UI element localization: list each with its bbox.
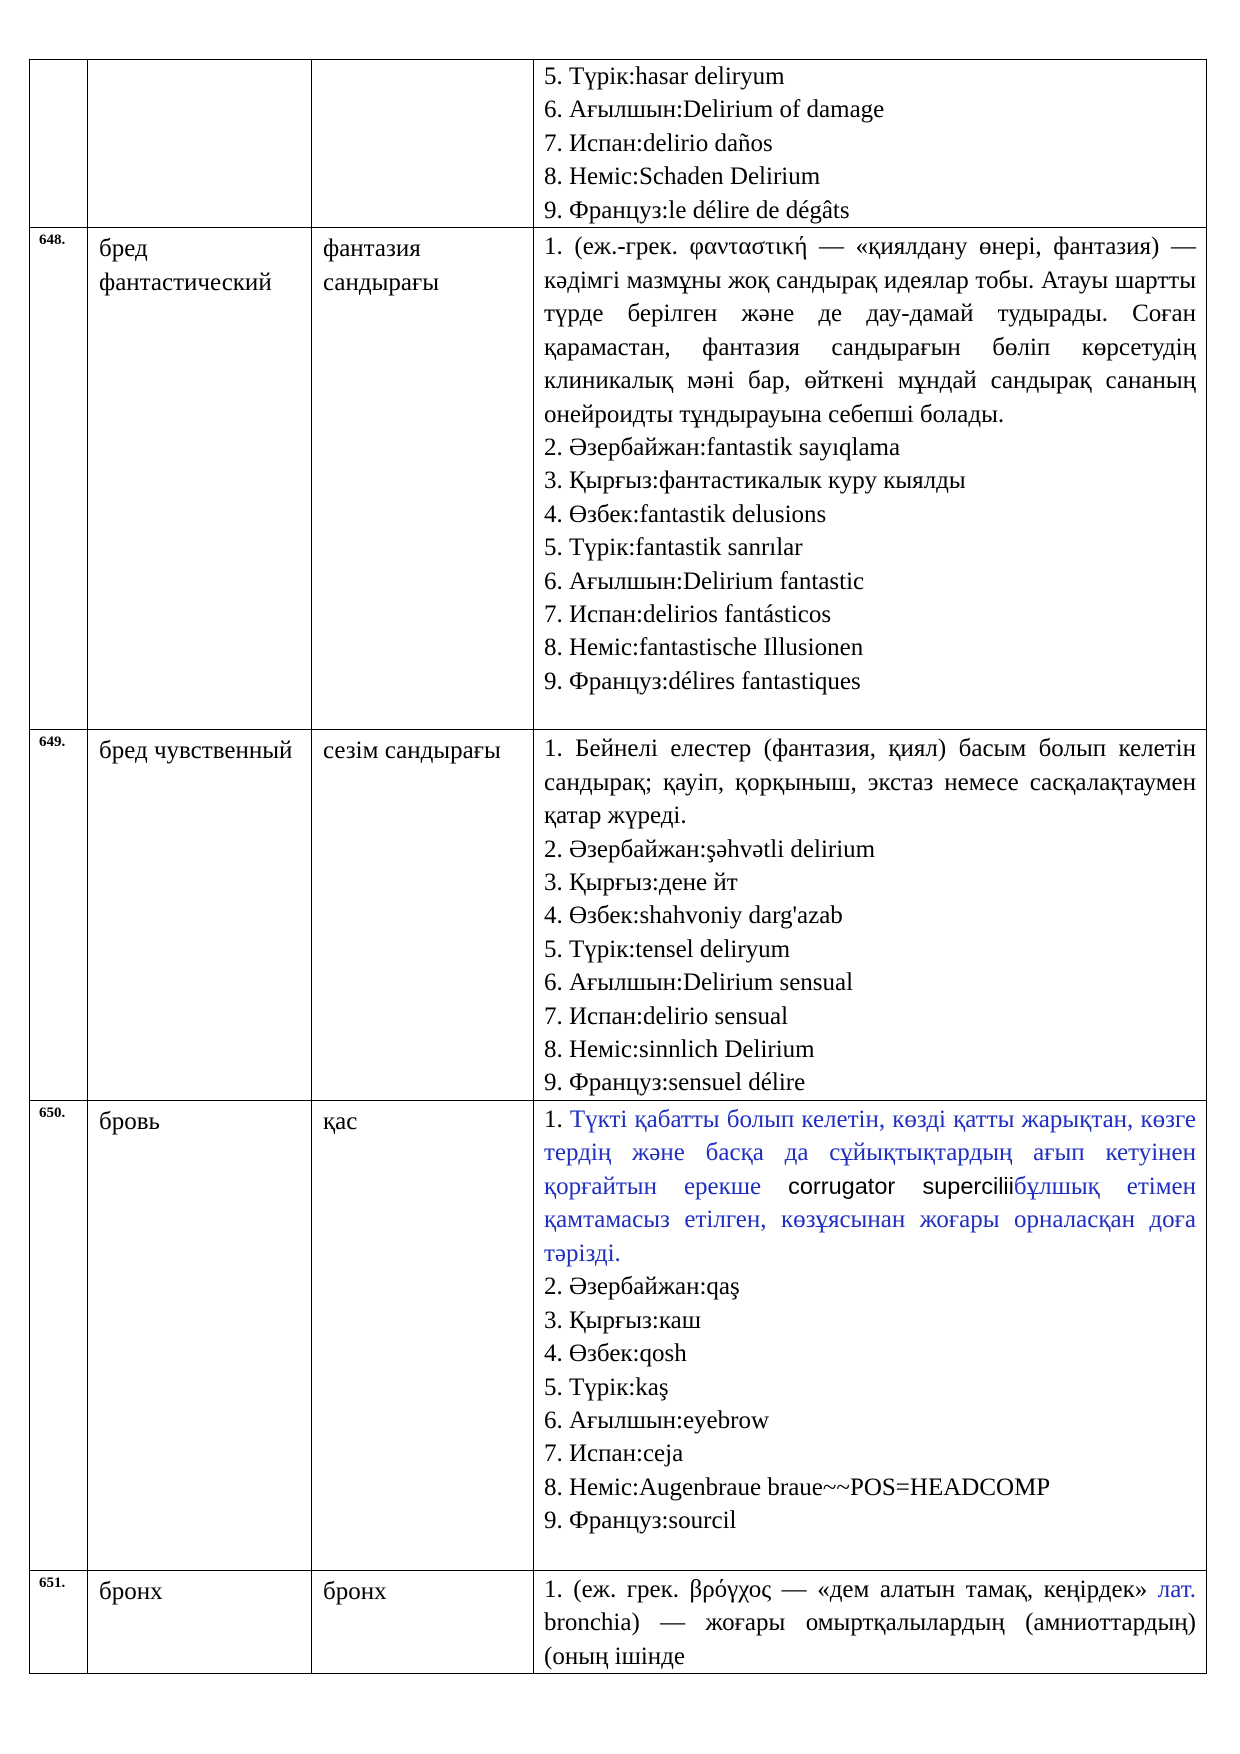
entry-number-cell: 649. bbox=[30, 730, 88, 1101]
definition-blue-text: Түкті қабатты болып келетін, көзді қатты жарықтан, көзге тердің және басқа да сұйықтықтардың ағып кетуінен қорғайтын ерекше bbox=[544, 1105, 1196, 1200]
kazakh-term-cell: қас bbox=[312, 1100, 534, 1570]
entry-number-cell: 651. bbox=[30, 1570, 88, 1674]
kazakh-term-cell: фантазия сандырағы bbox=[312, 228, 534, 730]
translation-line: 6. Ағылшын:Delirium of damage bbox=[544, 96, 885, 124]
translation-line: 5. Түрік:tensel deliryum bbox=[544, 935, 791, 963]
table-row bbox=[30, 60, 1207, 228]
translation-line: 2. Әзербайжан:qaş bbox=[544, 1273, 740, 1301]
kazakh-term-cell bbox=[312, 60, 534, 228]
russian-term-cell: бровь bbox=[88, 1100, 312, 1570]
table-row bbox=[30, 1100, 1207, 1570]
translation-line: 3. Қырғыз:фантастикалык куру кыялды bbox=[544, 467, 966, 495]
translation-line: 9. Француз:le délire de dégâts bbox=[544, 196, 850, 224]
translation-line: 3. Қырғыз:дене йт bbox=[544, 868, 738, 896]
translation-line: 2. Әзербайжан:şəhvətli delirium bbox=[544, 835, 876, 863]
translation-line: 6. Ағылшын:eyebrow bbox=[544, 1406, 770, 1434]
translation-line: 3. Қырғыз:каш bbox=[544, 1306, 701, 1334]
translation-line: 6. Ағылшын:Delirium fantastic bbox=[544, 567, 865, 595]
latin-abbreviation: лат. bbox=[1157, 1575, 1196, 1603]
russian-term-cell: бред фантастический bbox=[88, 228, 312, 730]
translation-line: 8. Неміс:fantastische Illusionen bbox=[544, 634, 864, 662]
translation-line: 7. Испан:ceja bbox=[544, 1440, 684, 1468]
translation-line: 5. Түрік:fantastik sanrılar bbox=[544, 534, 803, 562]
kazakh-term-cell: бронх bbox=[312, 1570, 534, 1674]
translation-line: 6. Ағылшын:Delirium sensual bbox=[544, 969, 854, 997]
definition-blue-text-continued: бұлшық етімен қамтамасыз етілген, көзұясынан жоғары орналасқан доға тәрізді. bbox=[544, 1172, 1197, 1267]
description-cell bbox=[534, 1100, 1207, 1570]
translation-line: 8. Неміс:Augenbraue braue~~POS=HEADCOMP bbox=[544, 1473, 1051, 1501]
entry-number-cell bbox=[30, 60, 88, 228]
description-cell bbox=[534, 60, 1207, 228]
latin-muscle-name: corrugator supercilii bbox=[788, 1172, 1014, 1199]
translation-line: 4. Өзбек:qosh bbox=[544, 1340, 687, 1368]
translation-line: 7. Испан:delirios fantásticos bbox=[544, 601, 832, 629]
translation-line: 7. Испан:delirio daños bbox=[544, 129, 773, 157]
dictionary-table bbox=[29, 59, 1207, 1674]
definition-text bbox=[534, 1101, 1206, 1271]
definition-text: 1. Бейнелі елестер (фантазия, қиял) басым болып келетін сандырақ; қауіп, қорқыныш, экстаз немесе сасқалақтаумен қатар жүреді. bbox=[544, 735, 1196, 830]
translation-line: 9. Француз:sourcil bbox=[544, 1507, 737, 1535]
translation-line: 7. Испан:delirio sensual bbox=[544, 1002, 789, 1030]
description-cell bbox=[534, 1570, 1207, 1674]
description-cell bbox=[534, 228, 1207, 730]
table-row bbox=[30, 1570, 1207, 1674]
russian-term-cell bbox=[88, 60, 312, 228]
translation-line: 8. Неміс:sinnlich Delirium bbox=[544, 1035, 815, 1063]
translation-line: 8. Неміс:Schaden Delirium bbox=[544, 163, 821, 191]
translation-line: 5. Түрік:hasar deliryum bbox=[544, 63, 785, 90]
translation-line: 4. Өзбек:shahvoniy darg'azab bbox=[544, 902, 843, 930]
translation-line: 4. Өзбек:fantastik delusions bbox=[544, 500, 827, 528]
translation-line: 5. Түрік:kaş bbox=[544, 1373, 669, 1401]
definition-text: 1. (еж. грек. βρόγχος — «дем алатын тамақ, кеңірдек» лат. bronchia) — жоғары омыртқалылардың (амниоттардың) (оның ішінде bbox=[544, 1575, 1196, 1670]
description-cell bbox=[534, 730, 1207, 1101]
entry-number-cell: 650. bbox=[30, 1100, 88, 1570]
definition-number: 1. bbox=[544, 1105, 563, 1133]
table-row bbox=[30, 228, 1207, 730]
definition-text: 1. (еж.-грек. φανταστική — «қиялдану өнері, фантазия) — кәдімгі мазмұны жоқ сандырақ идеялар тобы. Атауы шартты түрде берілген және де дау-дамай тудырады. Соған қарамастан, фантазия сандырағын бөліп көрсетудің клиникалық мәні бар, өйткені мұндай сандырақ сананың онейроидты тұндырауына себепші болады. bbox=[544, 233, 1196, 428]
russian-term-cell: бред чувственный bbox=[88, 730, 312, 1101]
entry-number-cell: 648. bbox=[30, 228, 88, 730]
translation-line: 9. Француз:délires fantastiques bbox=[544, 667, 861, 695]
translation-line: 9. Француз:sensuel délire bbox=[544, 1069, 806, 1097]
kazakh-term-cell: сезім сандырағы bbox=[312, 730, 534, 1101]
table-row bbox=[30, 730, 1207, 1101]
translation-line: 2. Әзербайжан:fantastik sayıqlama bbox=[544, 434, 901, 462]
russian-term-cell: бронх bbox=[88, 1570, 312, 1674]
